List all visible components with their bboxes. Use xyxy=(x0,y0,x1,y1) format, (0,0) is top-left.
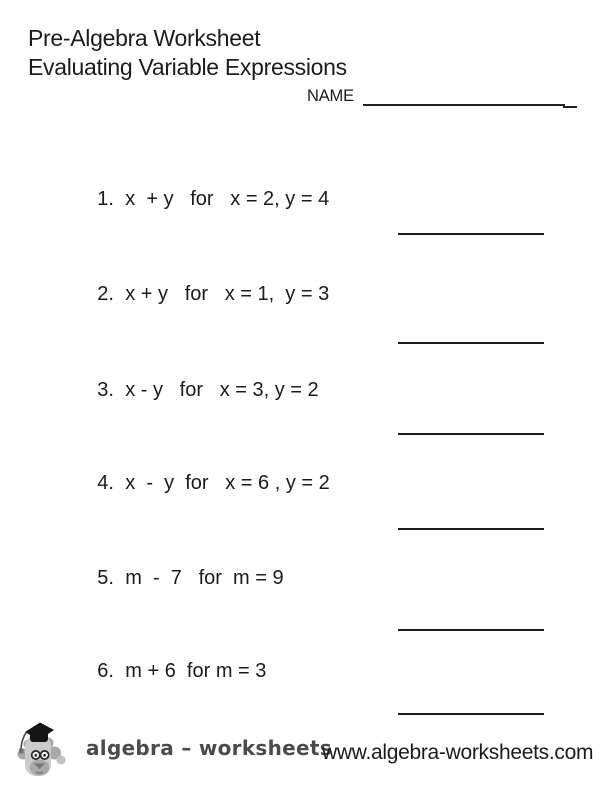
problem-3 xyxy=(75,354,319,426)
site-url: www.algebra-worksheets.com xyxy=(322,741,594,764)
problem-3-number: 3. xyxy=(97,379,114,401)
answer-blank-1 xyxy=(398,233,544,235)
answer-blank-4 xyxy=(398,528,544,530)
graduate-monkey-mascot-icon xyxy=(17,719,67,791)
problem-1-expression: x + y for x = 2, y = 4 xyxy=(125,188,330,210)
problem-6 xyxy=(75,635,266,707)
title-line-1: Pre-Algebra Worksheet xyxy=(28,25,261,51)
problem-1-number: 1. xyxy=(97,188,114,210)
problem-4 xyxy=(75,447,330,519)
problem-5-number: 5. xyxy=(97,567,114,589)
problem-6-expression: m + 6 for m = 3 xyxy=(125,660,267,682)
worksheet-title xyxy=(28,24,347,82)
title-line-2: Evaluating Variable Expressions xyxy=(28,54,347,80)
site-logo xyxy=(17,719,332,792)
logo-wordmark: algebra – worksheets xyxy=(86,736,332,760)
answer-blank-6 xyxy=(398,713,544,715)
problem-4-expression: x - y for x = 6 , y = 2 xyxy=(125,472,330,494)
name-blank-line-tail xyxy=(563,106,577,108)
problem-2-number: 2. xyxy=(97,283,114,305)
problem-6-number: 6. xyxy=(97,660,114,682)
problem-3-expression: x - y for x = 3, y = 2 xyxy=(125,379,319,401)
problem-2-expression: x + y for x = 1, y = 3 xyxy=(125,283,330,305)
problem-5 xyxy=(75,542,284,614)
answer-blank-5 xyxy=(398,629,544,631)
name-blank-line xyxy=(363,104,565,106)
problem-4-number: 4. xyxy=(97,472,114,494)
answer-blank-3 xyxy=(398,433,544,435)
problem-1 xyxy=(75,163,329,235)
problem-2 xyxy=(75,258,329,330)
problem-5-expression: m - 7 for m = 9 xyxy=(125,567,284,589)
answer-blank-2 xyxy=(398,342,544,344)
name-label: NAME xyxy=(307,87,354,105)
